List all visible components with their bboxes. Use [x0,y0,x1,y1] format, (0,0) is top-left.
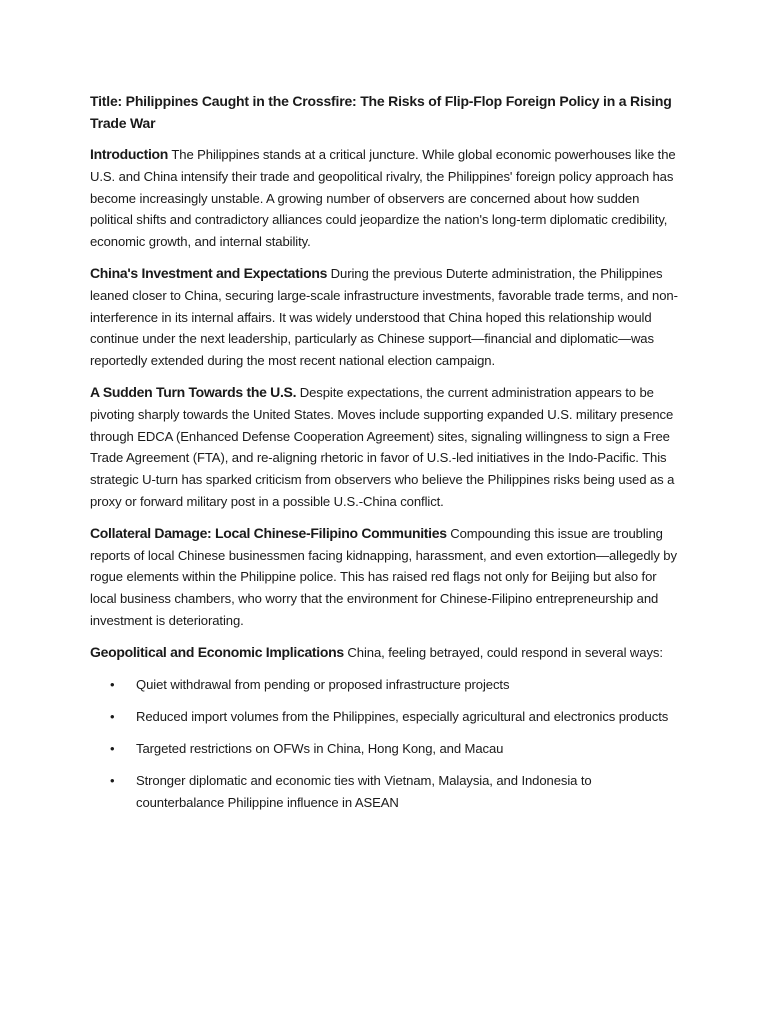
document-page [90,90,680,825]
list-item-text: Reduced import volumes from the Philippines, especially agricultural and electronics products [136,708,669,724]
bullet-icon: • [110,708,115,724]
section-body: The Philippines stands at a critical juncture. While global economic powerhouses like the U.S. and China intensify their trade and geopolitical rivalry, the Philippines' foreign policy approach has become increasingly unstable. A growing number of observers are concerned about how sudden political shifts and contradictory alliances could jeopardize the nation's long-term diplomatic credibility, economic growth, and internal stability. [90,147,676,250]
section-body: Compounding this issue are troubling reports of local Chinese businessmen facing kidnapping, harassment, and even extortion—allegedly by rogue elements within the Philippine police. This has raised red flags not only for Beijing but also for local business chambers, who worry that the environment for Chinese-Filipino entrepreneurship and investment is deteriorating. [90,525,677,628]
list-item [90,770,680,814]
section-body: China, feeling betrayed, could respond in several ways: [343,644,663,660]
implications-list [90,674,680,814]
section-introduction [90,144,680,253]
section-heading: A Sudden Turn Towards the U.S. [90,383,297,400]
section-heading: China's Investment and Expectations [90,264,328,281]
list-item [90,674,680,696]
section-turn-towards-us [90,382,680,513]
section-heading: Geopolitical and Economic Implications [90,643,344,660]
list-item-text: Targeted restrictions on OFWs in China, Hong Kong, and Macau [136,741,504,757]
section-implications [90,642,680,664]
list-item-text: Stronger diplomatic and economic ties with Vietnam, Malaysia, and Indonesia to counterbalance Philippine influence in ASEAN [136,773,592,811]
bullet-icon: • [110,741,115,757]
bullet-icon: • [110,773,115,789]
section-body: During the previous Duterte administration, the Philippines leaned closer to China, securing large-scale infrastructure investments, favorable trade terms, and non-interference in its internal affairs. It was widely understood that China hoped this relationship would continue under the next leadership, particularly as Chinese support—financial and diplomatic—was reportedly extended during the most recent national election campaign. [90,265,678,369]
section-heading: Introduction [90,146,169,162]
section-body: Despite expectations, the current administration appears to be pivoting sharply towards the United States. Moves include supporting expanded U.S. military presence through EDCA (Enhanced Defense Cooperation Agreement) sites, signaling willingness to sign a Free Trade Agreement (FTA), and re-aligning rhetoric in favor of U.S.-led initiatives in the Indo-Pacific. This strategic U-turn has sparked criticism from observers who believe the Philippines risks being used as a proxy or forward military post in a possible U.S.-China conflict. [90,384,675,509]
list-item-text: Quiet withdrawal from pending or proposed infrastructure projects [136,676,510,692]
section-heading: Collateral Damage: Local Chinese-Filipino Communities [90,524,447,541]
section-china-investment [90,263,680,372]
list-item [90,706,680,728]
bullet-icon: • [110,676,115,692]
list-item [90,738,680,760]
document-title: Title: Philippines Caught in the Crossfire: The Risks of Flip-Flop Foreign Policy in a Rising Trade War [90,93,672,131]
section-collateral-damage [90,523,680,632]
